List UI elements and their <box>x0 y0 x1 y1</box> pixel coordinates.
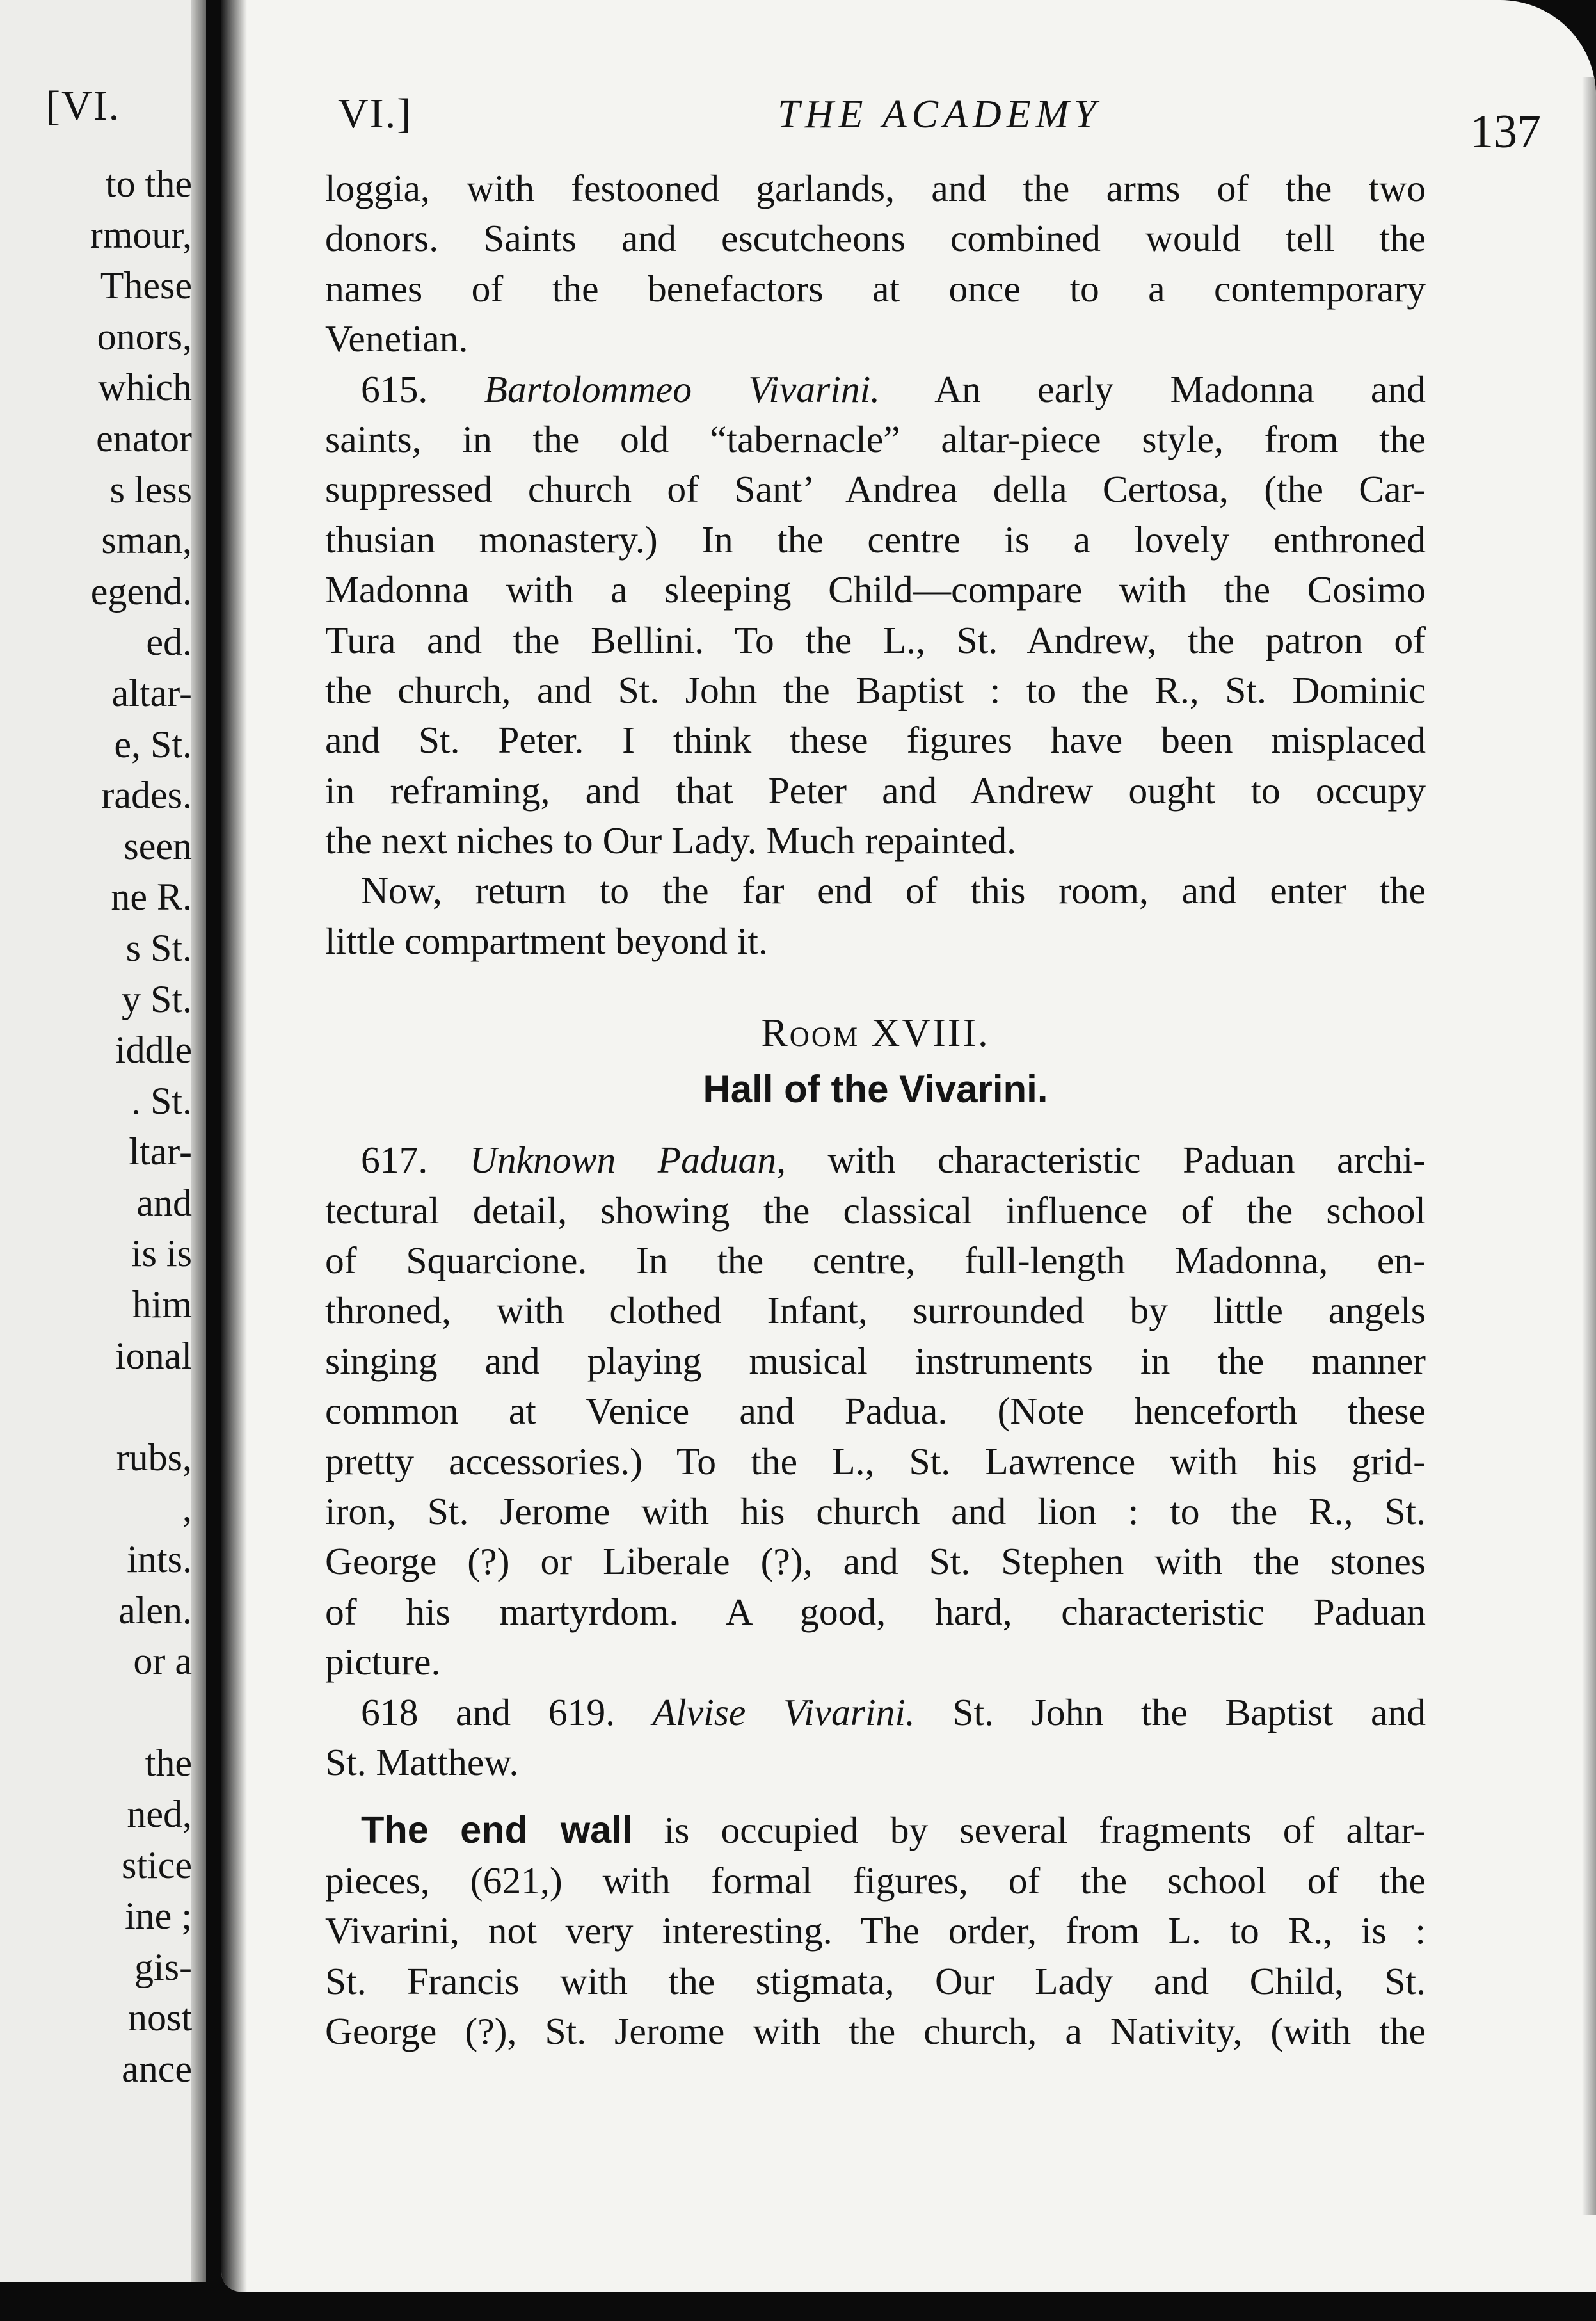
left-line: ints. <box>127 1538 192 1581</box>
text-line: the next niches to Our Lady. Much repainted. <box>325 819 1017 862</box>
section-spacer <box>325 1117 1426 1135</box>
right-page <box>221 0 1596 2292</box>
room-heading: Room XVIII. <box>761 1011 990 1056</box>
text-line: tectural detail, showing the classical influence of the school <box>325 1189 1426 1232</box>
left-line: to the <box>106 163 192 205</box>
text-line: in reframing, and that Peter and Andrew ought to occupy <box>325 769 1426 812</box>
left-line <box>0 1381 192 1433</box>
bold-phrase: end wall <box>460 1808 633 1852</box>
lead-in-word: The <box>361 1808 429 1852</box>
text-line: George (?) or Liberale (?), and St. Stephen with the stones <box>325 1540 1426 1583</box>
text-fragment: St. John the Baptist and <box>952 1691 1426 1733</box>
left-line: s St. <box>125 926 192 969</box>
left-line: or a <box>133 1640 192 1683</box>
left-line: e, St. <box>114 723 192 766</box>
text-line: the church, and St. John the Baptist : to the R., St. Dominic <box>325 668 1426 711</box>
text-line: little compartment beyond it. <box>325 919 768 962</box>
entry-618-619-first-line <box>325 1687 1426 1737</box>
text-line: pretty accessories.) To the L., St. Lawrence with his grid- <box>325 1440 1426 1482</box>
running-header-section: VI.] <box>338 90 413 137</box>
end-wall-first-line <box>325 1805 1426 1855</box>
left-line: rmour, <box>90 213 192 256</box>
left-page-gutter-shadow <box>191 0 206 2282</box>
section-spacer <box>325 1787 1426 1805</box>
left-line: alen. <box>118 1589 192 1632</box>
left-line: , <box>182 1487 192 1530</box>
text-line: common at Venice and Padua. (Note henceforth these <box>325 1390 1426 1433</box>
hall-heading: Hall of the Vivarini. <box>703 1068 1048 1111</box>
text-line: Tura and the Bellini. To the L., St. Andrew, the patron of <box>325 618 1426 661</box>
text-line: St. Matthew. <box>325 1740 519 1783</box>
left-line <box>0 1687 192 1739</box>
left-line: rubs, <box>116 1436 192 1479</box>
text-fragment: An early Madonna and <box>934 367 1426 410</box>
left-line: rades. <box>101 774 192 817</box>
section-spacer <box>325 966 1426 1004</box>
left-line: ance <box>122 2047 192 2090</box>
left-line: stice <box>122 1843 192 1886</box>
left-line: ed. <box>146 621 192 664</box>
text-line: saints, in the old “tabernacle” altar-piece style, from the <box>325 417 1426 460</box>
left-line: seen <box>124 824 192 867</box>
left-line: y St. <box>121 977 192 1020</box>
left-line: ine ; <box>125 1895 192 1938</box>
left-line: ned, <box>127 1793 192 1835</box>
left-line: onors, <box>97 315 192 358</box>
text-fragment: with characteristic Paduan archi- <box>827 1139 1426 1182</box>
entry-617-first-line <box>325 1135 1426 1185</box>
text-line: Now, return to the far end of this room, and enter the <box>361 869 1426 912</box>
left-line: nost <box>127 1996 192 2039</box>
left-line: s less <box>109 468 192 511</box>
text-line: Venetian. <box>325 317 468 360</box>
left-line: ltar- <box>129 1130 192 1173</box>
text-line: names of the benefactors at once to a contemporary <box>325 267 1426 310</box>
left-line: sman, <box>101 519 192 562</box>
text-line: picture. <box>325 1641 441 1683</box>
text-line: of his martyrdom. A good, hard, characteristic Paduan <box>325 1590 1426 1633</box>
left-line: and <box>136 1181 192 1224</box>
text-line: George (?), St. Jerome with the church, a Nativity, (with the <box>325 2009 1426 2052</box>
text-line: of Squarcione. In the centre, full-length Madonna, en- <box>325 1239 1426 1282</box>
running-header <box>338 90 1541 160</box>
right-page-gutter-shadow <box>221 0 247 2292</box>
entry-number: 618 and 619. <box>361 1691 616 1733</box>
left-line: egend. <box>90 570 192 613</box>
page-body <box>325 163 1426 2056</box>
text-line: and St. Peter. I think these figures have been misplaced <box>325 719 1426 762</box>
left-line: . St. <box>131 1079 192 1122</box>
left-line: altar- <box>111 671 192 714</box>
text-line: pieces, (621,) with formal figures, of the school of the <box>325 1859 1426 1902</box>
text-line: loggia, with festooned garlands, and the arms of the two <box>325 167 1426 209</box>
text-fragment: is occupied by several fragments of altar- <box>664 1809 1426 1852</box>
artist-name: Bartolommeo Vivarini. <box>484 367 881 410</box>
left-line: him <box>132 1283 192 1326</box>
text-line: St. Francis with the stigmata, Our Lady and Child, St. <box>325 1959 1426 2002</box>
right-page-edge-shadow <box>1582 77 1596 2215</box>
text-line: suppressed church of Sant’ Andrea della Certosa, (the Car- <box>325 468 1426 511</box>
text-line: singing and playing musical instruments in the manner <box>325 1339 1426 1382</box>
left-line: is is <box>131 1232 192 1275</box>
entry-number: 615. <box>361 367 428 410</box>
left-line: These <box>100 264 192 307</box>
text-line: thusian monastery.) In the centre is a lovely enthroned <box>325 518 1426 561</box>
artist-name: Unknown Paduan, <box>469 1139 786 1182</box>
left-line: iddle <box>115 1029 192 1072</box>
left-line: ional <box>115 1334 192 1377</box>
text-line: throned, with clothed Infant, surrounded by little angels <box>325 1289 1426 1332</box>
left-line: which <box>98 366 192 409</box>
left-line: enator <box>96 417 192 460</box>
left-line: gis- <box>134 1945 192 1988</box>
entry-number: 617. <box>361 1139 428 1182</box>
page-number: 137 <box>1470 106 1541 158</box>
text-line: Vivarini, not very interesting. The order, from L. to R., is : <box>325 1909 1426 1952</box>
running-header-title: THE ACADEMY <box>778 93 1101 136</box>
left-line: ne R. <box>111 876 192 919</box>
left-page-text-column <box>0 159 192 2095</box>
left-page <box>0 0 206 2282</box>
artist-name: Alvise Vivarini. <box>652 1691 915 1733</box>
left-page-header: [VI. <box>46 83 121 129</box>
text-line: Madonna with a sleeping Child—compare with the Cosimo <box>325 568 1426 611</box>
text-line: iron, St. Jerome with his church and lion : to the R., St. <box>325 1490 1426 1532</box>
text-line: donors. Saints and escutcheons combined would tell the <box>325 217 1426 260</box>
entry-615-first-line <box>325 364 1426 414</box>
left-line: the <box>145 1742 192 1785</box>
